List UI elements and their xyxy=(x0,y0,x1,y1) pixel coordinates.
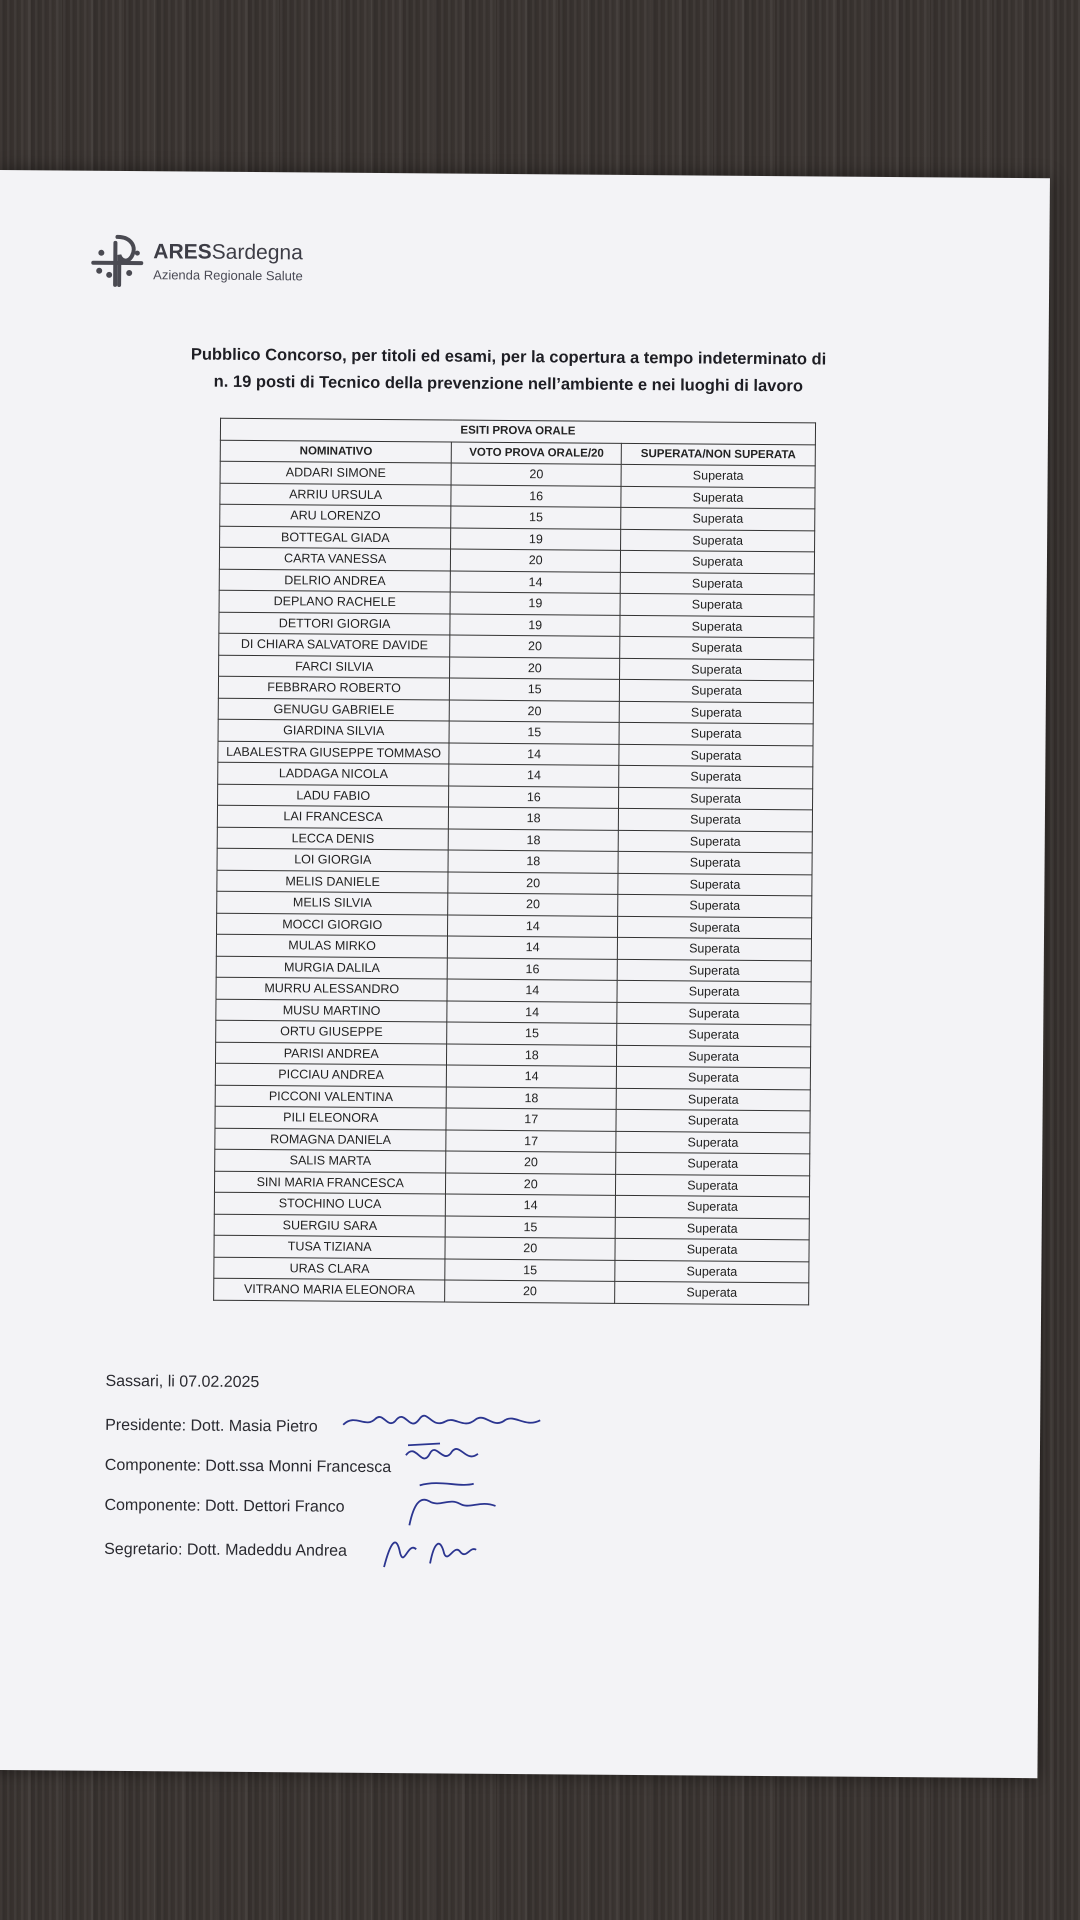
cell-score: 20 xyxy=(448,872,618,895)
cell-name: DELRIO ANDREA xyxy=(219,569,451,592)
cell-score: 14 xyxy=(447,1065,617,1088)
cell-outcome: Superata xyxy=(616,1088,810,1111)
results-table xyxy=(213,418,816,1305)
cell-name: ADDARI SIMONE xyxy=(220,461,452,484)
cell-score: 18 xyxy=(449,807,619,830)
cell-score: 19 xyxy=(450,614,620,637)
cell-outcome: Superata xyxy=(616,1174,810,1197)
cell-score: 20 xyxy=(450,657,620,680)
cell-outcome: Superata xyxy=(620,550,814,573)
cell-name: MELIS SILVIA xyxy=(217,891,449,914)
cell-score: 18 xyxy=(447,1044,617,1067)
cell-name: SUERGIU SARA xyxy=(214,1214,446,1237)
cell-name: TUSA TIZIANA xyxy=(214,1235,446,1258)
cell-outcome: Superata xyxy=(618,830,812,853)
cell-score: 19 xyxy=(450,592,620,615)
cell-outcome: Superata xyxy=(621,529,815,552)
cell-outcome: Superata xyxy=(615,1260,809,1283)
cell-outcome: Superata xyxy=(617,1023,811,1046)
results-table-body xyxy=(214,461,816,1304)
cell-outcome: Superata xyxy=(617,959,811,982)
cell-name: VITRANO MARIA ELEONORA xyxy=(214,1278,446,1301)
cell-name: LAI FRANCESCA xyxy=(217,805,449,828)
cell-outcome: Superata xyxy=(619,744,813,767)
cell-score: 15 xyxy=(447,1022,617,1045)
title-line-1: Pubblico Concorso, per titoli ed esami, per la copertura a tempo indeterminato di xyxy=(190,345,827,369)
cell-outcome: Superata xyxy=(616,1109,810,1132)
cell-outcome: Superata xyxy=(619,701,813,724)
cell-name: MURRU ALESSANDRO xyxy=(216,977,448,1000)
cell-score: 14 xyxy=(448,936,618,959)
cell-name: MUSU MARTINO xyxy=(216,999,448,1022)
cell-outcome: Superata xyxy=(616,1152,810,1175)
cell-name: LECCA DENIS xyxy=(217,827,449,850)
member-2-line: Componente: Dott. Dettori Franco xyxy=(104,1496,345,1516)
cell-name: MELIS DANIELE xyxy=(217,870,449,893)
cell-outcome: Superata xyxy=(618,851,812,874)
cell-outcome: Superata xyxy=(619,679,813,702)
cell-score: 18 xyxy=(449,829,619,852)
cell-name: SINI MARIA FRANCESCA xyxy=(214,1171,446,1194)
cell-outcome: Superata xyxy=(618,894,812,917)
cell-name: ARU LORENZO xyxy=(220,504,452,527)
cell-outcome: Superata xyxy=(616,1066,810,1089)
cell-name: LADU FABIO xyxy=(218,784,450,807)
cell-score: 15 xyxy=(450,678,620,701)
cell-score: 19 xyxy=(451,528,621,551)
cell-score: 20 xyxy=(451,463,621,486)
cell-name: ARRIU URSULA xyxy=(220,483,452,506)
cell-score: 20 xyxy=(450,700,620,723)
cell-name: ORTU GIUSEPPE xyxy=(216,1020,448,1043)
place-date: Sassari, li 07.02.2025 xyxy=(105,1372,260,1392)
cell-score: 14 xyxy=(449,764,619,787)
cell-outcome: Superata xyxy=(619,722,813,745)
cell-score: 20 xyxy=(445,1280,615,1303)
cell-outcome: Superata xyxy=(620,615,814,638)
cell-score: 14 xyxy=(447,979,617,1002)
cell-name: DI CHIARA SALVATORE DAVIDE xyxy=(219,633,451,656)
cell-score: 20 xyxy=(445,1237,615,1260)
member-1-line: Componente: Dott.ssa Monni Francesca xyxy=(104,1456,392,1477)
cell-name: BOTTEGAL GIADA xyxy=(220,526,452,549)
cell-score: 15 xyxy=(449,721,619,744)
cell-outcome: Superata xyxy=(620,572,814,595)
table-row xyxy=(214,1278,809,1304)
cell-outcome: Superata xyxy=(615,1195,809,1218)
cell-outcome: Superata xyxy=(615,1238,809,1261)
title-line-2: n. 19 posti di Tecnico della prevenzione nell’ambiente e nei luoghi di lavoro xyxy=(213,372,804,396)
cell-name: GIARDINA SILVIA xyxy=(218,719,450,742)
cell-score: 14 xyxy=(449,743,619,766)
cell-name: URAS CLARA xyxy=(214,1257,446,1280)
cell-name: LABALESTRA GIUSEPPE TOMMASO xyxy=(218,741,450,764)
cell-score: 15 xyxy=(446,1216,616,1239)
header-outcome: SUPERATA/NON SUPERATA xyxy=(621,443,815,466)
cell-outcome: Superata xyxy=(618,808,812,831)
cell-score: 20 xyxy=(450,635,620,658)
cell-name: STOCHINO LUCA xyxy=(214,1192,446,1215)
cell-score: 16 xyxy=(448,958,618,981)
cell-name: ROMAGNA DANIELA xyxy=(215,1128,447,1151)
cell-score: 20 xyxy=(451,549,621,572)
cell-score: 14 xyxy=(451,571,621,594)
cell-name: CARTA VANESSA xyxy=(219,547,451,570)
cell-outcome: Superata xyxy=(616,1131,810,1154)
member-1-signature xyxy=(400,1435,510,1476)
cell-score: 17 xyxy=(446,1130,616,1153)
cell-score: 17 xyxy=(446,1108,616,1131)
cell-outcome: Superata xyxy=(615,1217,809,1240)
cell-name: PICCIAU ANDREA xyxy=(215,1063,447,1086)
cell-name: PILI ELEONORA xyxy=(215,1106,447,1129)
logo-brand: ARESSardegna xyxy=(153,239,303,264)
cell-score: 14 xyxy=(446,1194,616,1217)
ares-logo-icon xyxy=(87,233,147,289)
cell-outcome: Superata xyxy=(615,1281,809,1304)
cell-name: PARISI ANDREA xyxy=(215,1042,447,1065)
cell-score: 20 xyxy=(448,893,618,916)
cell-outcome: Superata xyxy=(620,593,814,616)
cell-name: LADDAGA NICOLA xyxy=(218,762,450,785)
cell-name: MOCCI GIORGIO xyxy=(217,913,449,936)
cell-name: GENUGU GABRIELE xyxy=(218,698,450,721)
cell-score: 15 xyxy=(445,1259,615,1282)
cell-name: FEBBRARO ROBERTO xyxy=(218,676,450,699)
cell-name: DEPLANO RACHELE xyxy=(219,590,451,613)
cell-outcome: Superata xyxy=(621,464,815,487)
cell-score: 16 xyxy=(449,786,619,809)
cell-name: SALIS MARTA xyxy=(215,1149,447,1172)
cell-score: 20 xyxy=(446,1173,616,1196)
cell-score: 18 xyxy=(447,1087,617,1110)
cell-name: PICCONI VALENTINA xyxy=(215,1085,447,1108)
cell-outcome: Superata xyxy=(617,1002,811,1025)
cell-score: 14 xyxy=(448,915,618,938)
cell-outcome: Superata xyxy=(617,1045,811,1068)
cell-score: 15 xyxy=(451,506,621,529)
logo-subtitle: Azienda Regionale Salute xyxy=(153,266,303,283)
cell-name: FARCI SILVIA xyxy=(219,655,451,678)
cell-name: MURGIA DALILA xyxy=(216,956,448,979)
cell-name: DETTORI GIORGIA xyxy=(219,612,451,635)
cell-outcome: Superata xyxy=(618,916,812,939)
cell-name: LOI GIORGIA xyxy=(217,848,449,871)
president-signature xyxy=(335,1399,555,1441)
cell-outcome: Superata xyxy=(617,937,811,960)
secretary-signature xyxy=(374,1523,484,1574)
cell-score: 16 xyxy=(451,485,621,508)
cell-score: 14 xyxy=(447,1001,617,1024)
cell-outcome: Superata xyxy=(621,507,815,530)
cell-score: 20 xyxy=(446,1151,616,1174)
cell-outcome: Superata xyxy=(621,486,815,509)
document-title xyxy=(148,341,868,401)
cell-outcome: Superata xyxy=(619,787,813,810)
cell-outcome: Superata xyxy=(620,658,814,681)
table-caption: ESITI PROVA ORALE xyxy=(220,418,815,444)
president-line: Presidente: Dott. Masia Pietro xyxy=(105,1416,318,1436)
cell-score: 18 xyxy=(448,850,618,873)
header-name: NOMINATIVO xyxy=(220,440,452,463)
secretary-line: Segretario: Dott. Madeddu Andrea xyxy=(104,1540,348,1560)
cell-outcome: Superata xyxy=(619,765,813,788)
cell-name: MULAS MIRKO xyxy=(216,934,448,957)
wooden-desk-background xyxy=(0,0,1080,175)
cell-outcome: Superata xyxy=(620,636,814,659)
ares-logo xyxy=(87,233,303,291)
cell-outcome: Superata xyxy=(618,873,812,896)
header-score: VOTO PROVA ORALE/20 xyxy=(452,442,622,465)
document-page xyxy=(0,170,1050,1778)
cell-outcome: Superata xyxy=(617,980,811,1003)
